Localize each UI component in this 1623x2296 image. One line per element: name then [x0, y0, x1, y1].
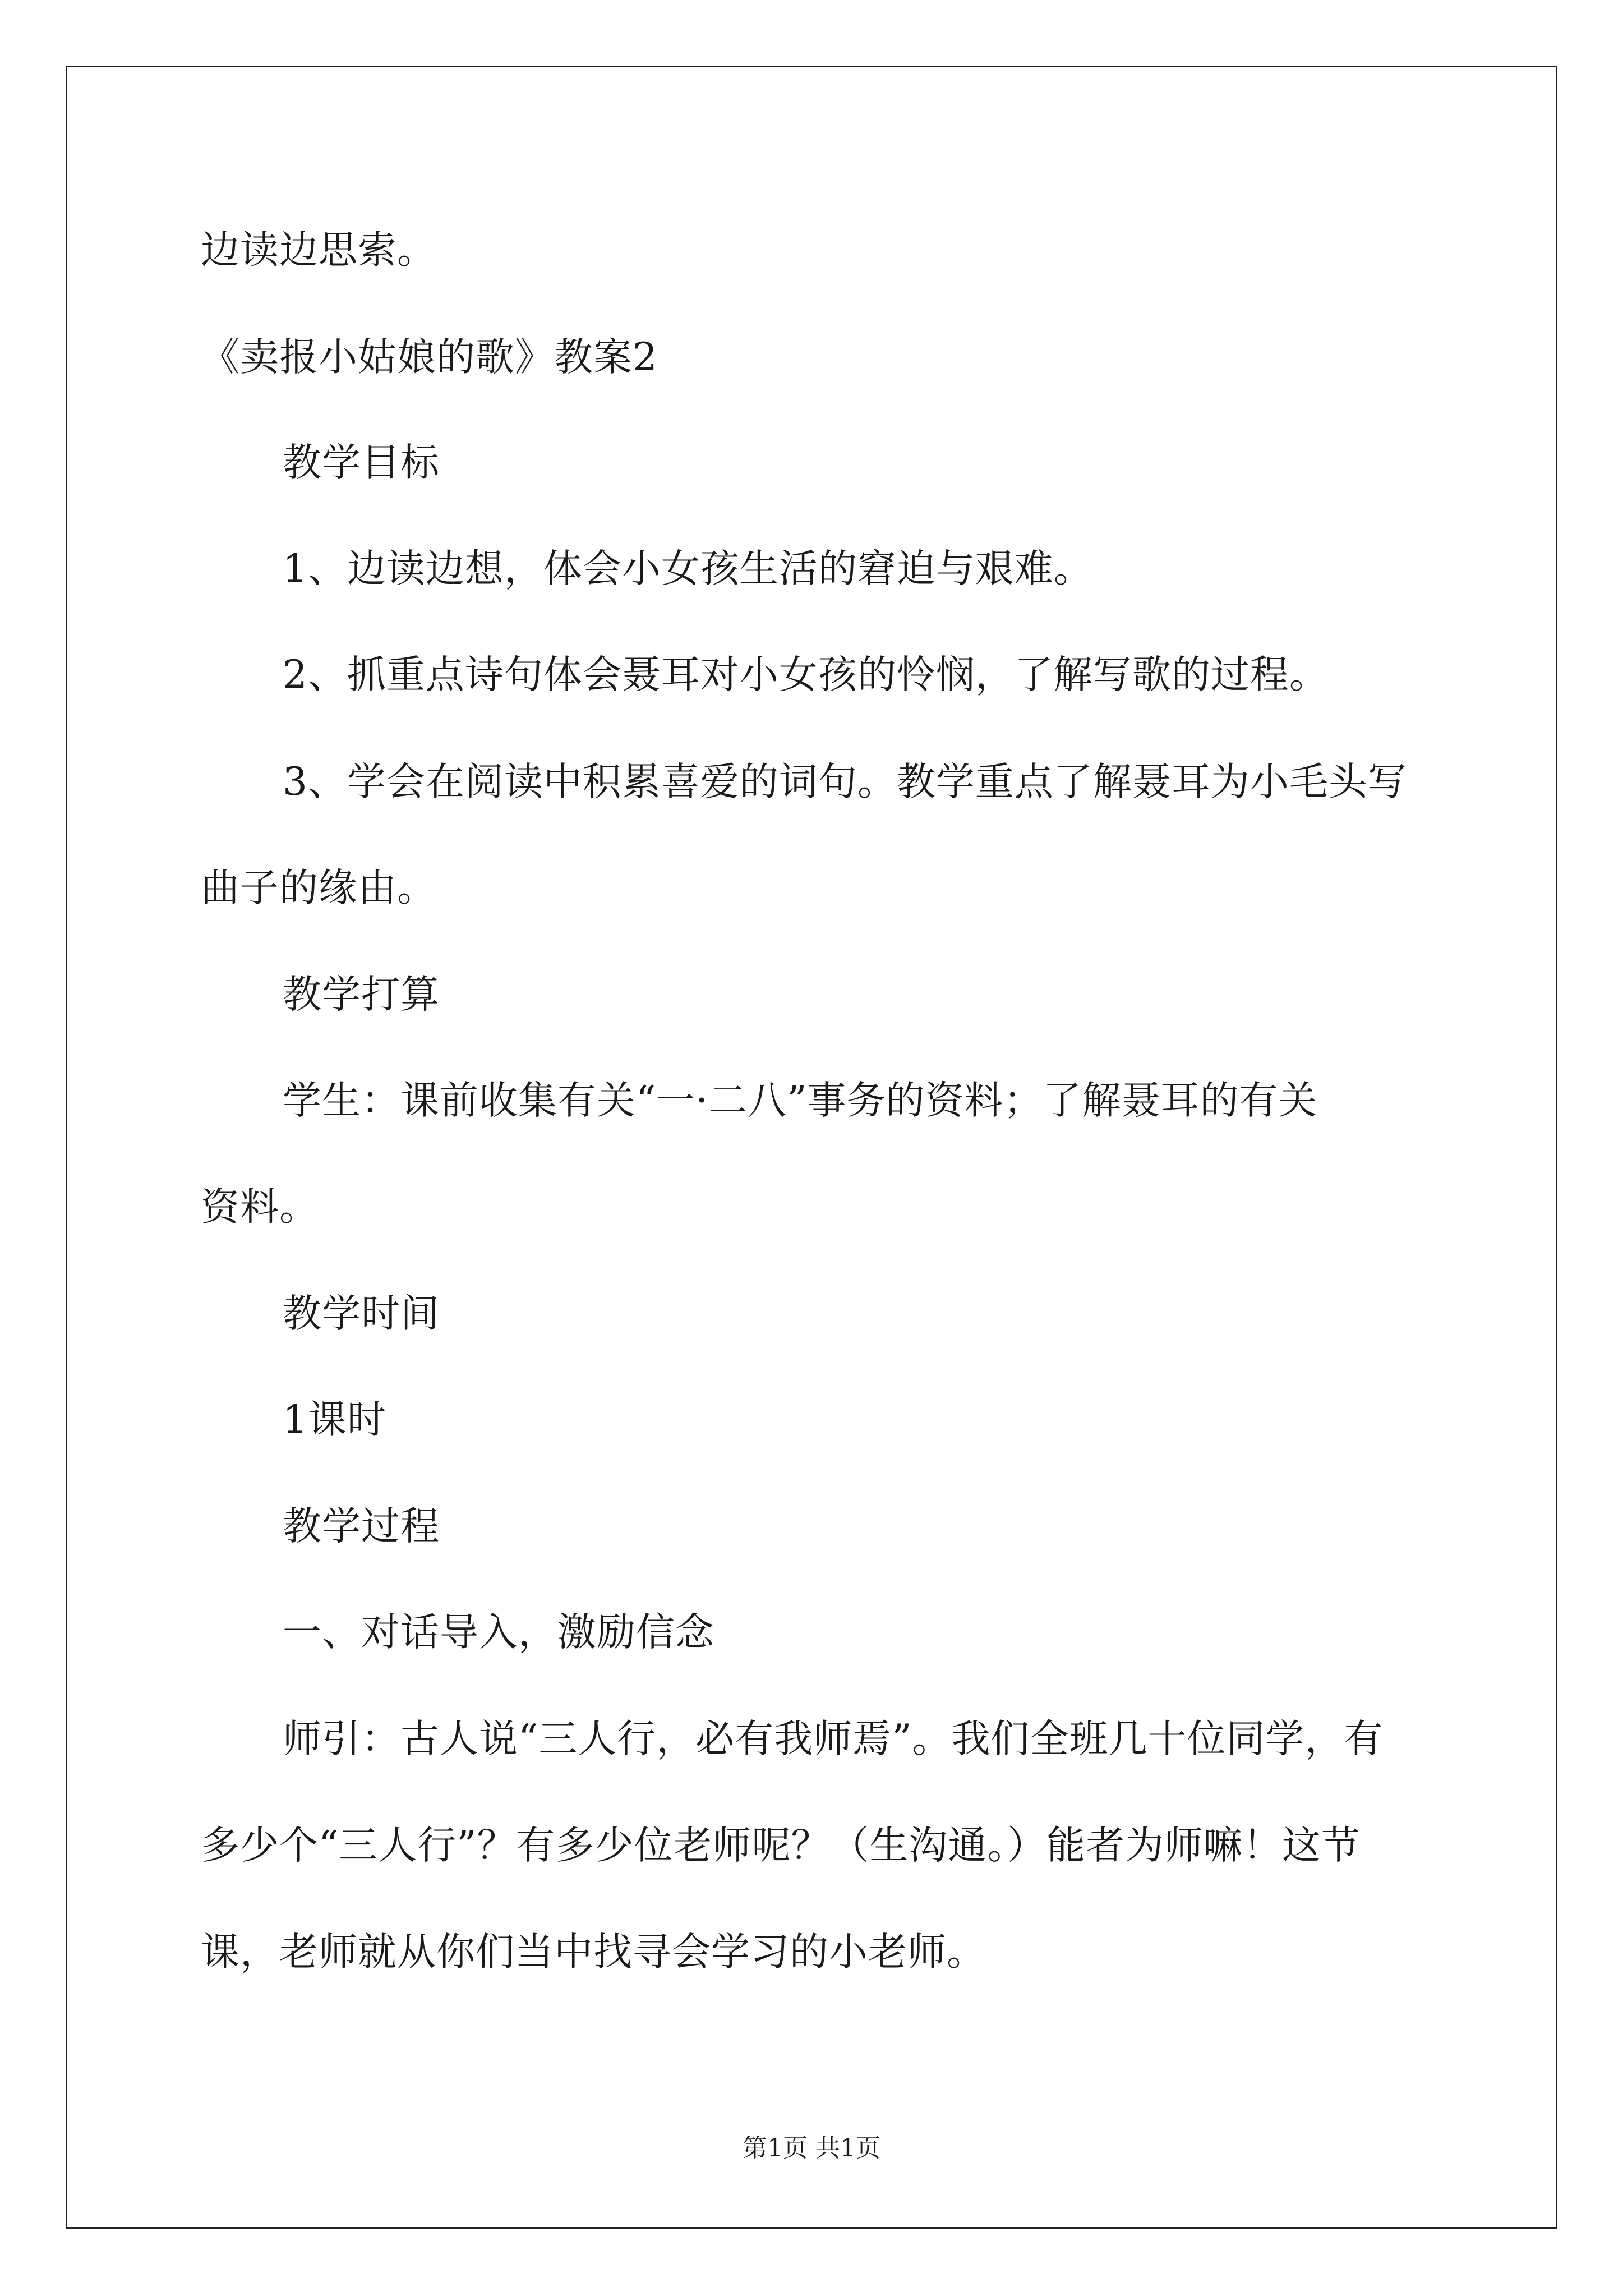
page-border: [66, 66, 1557, 2229]
paragraph-text: 师引：古人说“三人行，必有我师焉”。我们全班几十位同学，有: [283, 1717, 1384, 1761]
paragraph-text: 曲子的缘由。: [201, 866, 436, 910]
document-title: 《卖报小姑娘的歌》教案2: [201, 335, 658, 380]
page-footer: 第1页 共1页: [743, 2134, 880, 2162]
section-heading: 一、对话导入，激励信念: [283, 1610, 714, 1655]
section-heading: 教学过程: [283, 1504, 440, 1549]
paragraph-text: 学生：课前收集有关“一·二八”事务的资料；了解聂耳的有关: [283, 1078, 1318, 1123]
paragraph-text: 2、抓重点诗句体会聂耳对小女孩的怜悯，了解写歌的过程。: [283, 652, 1329, 697]
paragraph-text: 资料。: [201, 1185, 319, 1230]
section-heading: 教学时间: [283, 1291, 440, 1336]
paragraph-text: 1课时: [283, 1397, 386, 1442]
paragraph-text: 多少个“三人行”？有多少位老师呢？（生沟通。）能者为师嘛！这节: [201, 1823, 1361, 1868]
paragraph-text: 边读边思索。: [201, 228, 436, 273]
paragraph-text: 课，老师就从你们当中找寻会学习的小老师。: [201, 1930, 986, 1975]
paragraph-text: 3、学会在阅读中积累喜爱的词句。教学重点了解聂耳为小毛头写: [283, 760, 1407, 804]
paragraph-text: 1、边读边想，体会小女孩生活的窘迫与艰难。: [283, 546, 1093, 591]
section-heading: 教学打算: [283, 972, 440, 1017]
section-heading: 教学目标: [283, 440, 440, 485]
